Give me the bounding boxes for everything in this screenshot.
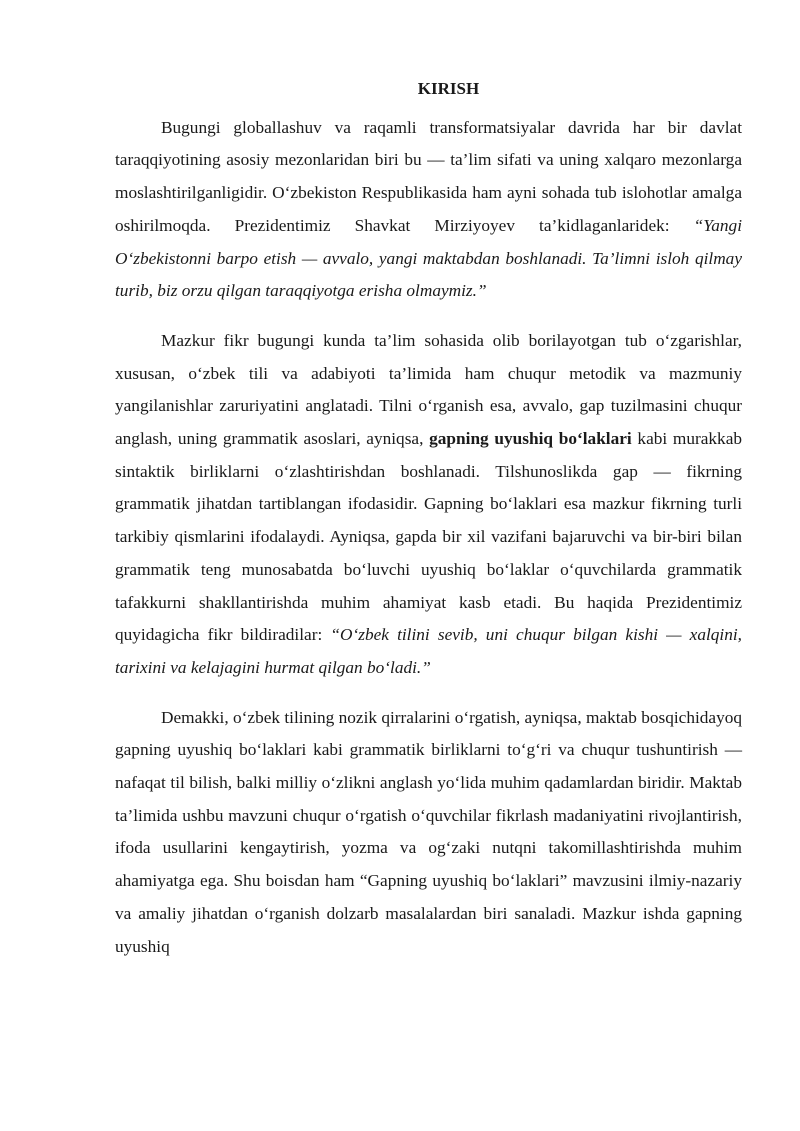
section-title: KIRISH bbox=[417, 79, 480, 98]
paragraph-1 bbox=[115, 112, 742, 308]
paragraph-1-quote: “Yangi O‘zbekistonni barpo etish — avvalo, yangi maktabdan boshlanadi. Ta’limni isloh qilmay turib, biz orzu qilgan taraqqiyotga erisha olmaymiz.” bbox=[115, 215, 742, 301]
paragraph-2 bbox=[115, 325, 742, 685]
paragraph-3 bbox=[115, 702, 742, 964]
document-body bbox=[115, 73, 742, 980]
paragraph-2-text-start: Mazkur fikr bugungi kunda ta’lim sohasida olib borilayotgan tub o‘zgarishlar, xususan, o‘zbek tili va adabiyoti ta’limida ham chuqur metodik va mazmuniy yangilanishlar zaruriyatini anglatadi. Tilni o‘rganish esa, avvalo, gap tuzilmasini chuqur anglash, uning grammatik asoslari, ayniqsa, bbox=[115, 330, 742, 449]
paragraph-3-text: Demakki, o‘zbek tilining nozik qirralarini o‘rgatish, ayniqsa, maktab bosqichidayoq gapning uyushiq bo‘laklari kabi grammatik birliklarni to‘g‘ri va chuqur tushuntirish — nafaqat til bilish, balki milliy o‘zlikni anglash yo‘lida muhim qadamlardan biridir. Maktab ta’limida ushbu mavzuni chuqur o‘rgatish o‘quvchilar fikrlash madaniyatini rivojlantirish, ifoda usullarini kengaytirish, yozma va og‘zaki nutqni takomillashtirishda muhim ahamiyatga ega. Shu boisdan ham “Gapning uyushiq bo‘laklari” mavzusini ilmiy-nazariy va amaliy jihatdan o‘rganish dolzarb masalalardan biri sanaladi. Mazkur ishda gapning uyushiq bbox=[115, 707, 742, 956]
paragraph-2-bold-term: gapning uyushiq bo‘laklari bbox=[429, 429, 632, 449]
paragraph-2-quote: “O‘zbek tilini sevib, uni chuqur bilgan kishi — xalqini, tarixini va kelajagini hurmat qilgan bo‘ladi.” bbox=[115, 625, 742, 677]
paragraph-1-text: Bugungi globallashuv va raqamli transformatsiyalar davrida har bir davlat taraqqiyotining asosiy mezonlaridan biri bu — ta’lim sifati va uning xalqaro mezonlarga moslashtirilganligidir. O‘zbekiston Respublikasida ham ayni sohada tub islohotlar amalga oshirilmoqda. Prezidentimiz Shavkat Mirziyoyev ta’kidlaganlaridek: bbox=[115, 117, 742, 235]
paragraph-2-text-end: kabi murakkab sintaktik birliklarni o‘zlashtirishdan boshlanadi. Tilshunoslikda gap — fikrning grammatik jihatdan tartiblangan ifodasidir. Gapning bo‘laklari esa mazkur fikrning turli tarkibiy qismlarini ifodalaydi. Ayniqsa, gapda bir xil vazifani bajaruvchi va bir-biri bilan grammatik teng munosabatda bo‘luvchi uyushiq bo‘laklar o‘quvchilarda grammatik tafakkurni shakllantirishda muhim ahamiyat kasb etadi. Bu haqida Prezidentimiz quyidagicha fikr bildiradilar: bbox=[115, 429, 743, 645]
